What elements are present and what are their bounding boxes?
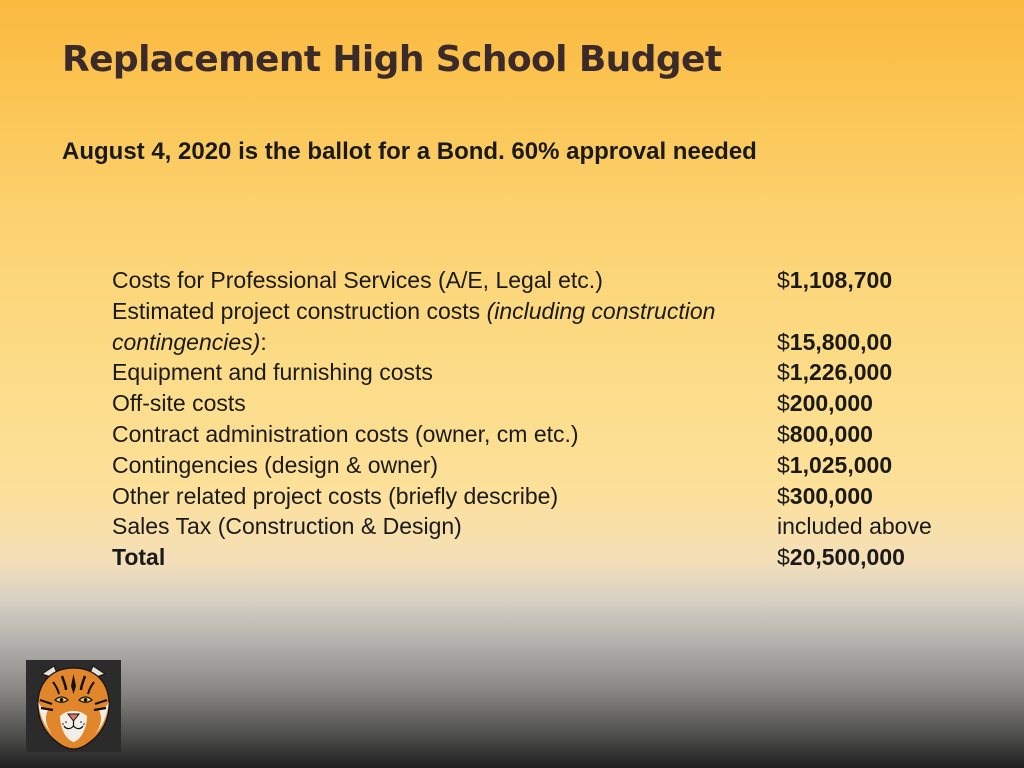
budget-row-amount	[777, 357, 892, 388]
budget-row-label	[112, 296, 715, 327]
amount-value: 15,800,00	[789, 328, 893, 355]
currency-symbol: $	[777, 328, 790, 355]
budget-row-label: Sales Tax (Construction & Design)	[112, 513, 462, 540]
budget-row-label: Contract administration costs (owner, cm etc.)	[112, 420, 579, 447]
label-main-text: Estimated project construction costs	[112, 297, 487, 324]
tiger-mascot-icon	[26, 660, 121, 752]
amount-value: 200,000	[789, 390, 873, 417]
budget-row-label: Other related project costs (briefly describe)	[112, 482, 559, 509]
amount-value: 300,000	[789, 482, 873, 509]
budget-row-amount	[777, 388, 873, 419]
currency-symbol: $	[777, 267, 790, 293]
budget-row-offsite	[112, 388, 962, 419]
currency-symbol: $	[777, 482, 790, 509]
ballot-subtitle: August 4, 2020 is the ballot for a Bond. 60% approval needed	[62, 138, 757, 165]
budget-row-total	[112, 542, 962, 573]
budget-row-other-related	[112, 481, 962, 512]
budget-row-amount	[777, 450, 892, 481]
budget-row-label: Off-site costs	[112, 390, 246, 417]
budget-row-amount	[777, 481, 873, 512]
currency-symbol: $	[777, 451, 790, 478]
amount-value: 20,500,000	[789, 544, 905, 571]
label-suffix-text: :	[260, 328, 267, 355]
budget-total-amount	[777, 542, 905, 573]
currency-symbol: $	[777, 390, 790, 417]
label-italic-text: contingencies)	[112, 328, 261, 355]
budget-row-contract-admin	[112, 419, 962, 450]
budget-row-construction-line2	[112, 327, 962, 358]
budget-row-amount	[777, 265, 892, 296]
amount-value: 1,226,000	[789, 359, 893, 386]
budget-row-label: Contingencies (design & owner)	[112, 451, 439, 478]
budget-row-label	[112, 327, 267, 358]
label-italic-text: (including construction	[486, 297, 716, 324]
slide-title: Replacement High School Budget	[62, 39, 722, 80]
budget-row-equipment	[112, 357, 962, 388]
budget-row-note: included above	[777, 513, 932, 540]
budget-row-amount	[777, 327, 892, 358]
currency-symbol: $	[777, 359, 790, 386]
currency-symbol: $	[777, 420, 790, 447]
budget-row-contingencies	[112, 450, 962, 481]
tiger-logo	[26, 660, 121, 752]
budget-row-sales-tax	[112, 511, 962, 542]
amount-value: 1,108,700	[789, 267, 893, 293]
budget-row-label: Equipment and furnishing costs	[112, 359, 433, 386]
budget-row-construction-line1	[112, 296, 962, 327]
amount-value: 800,000	[789, 420, 873, 447]
budget-table	[112, 265, 962, 573]
budget-row-professional-services	[112, 265, 962, 296]
currency-symbol: $	[777, 544, 790, 571]
amount-value: 1,025,000	[789, 451, 893, 478]
budget-row-amount	[777, 419, 873, 450]
budget-total-label: Total	[112, 544, 166, 571]
budget-row-label: Costs for Professional Services (A/E, Legal etc.)	[112, 267, 603, 293]
